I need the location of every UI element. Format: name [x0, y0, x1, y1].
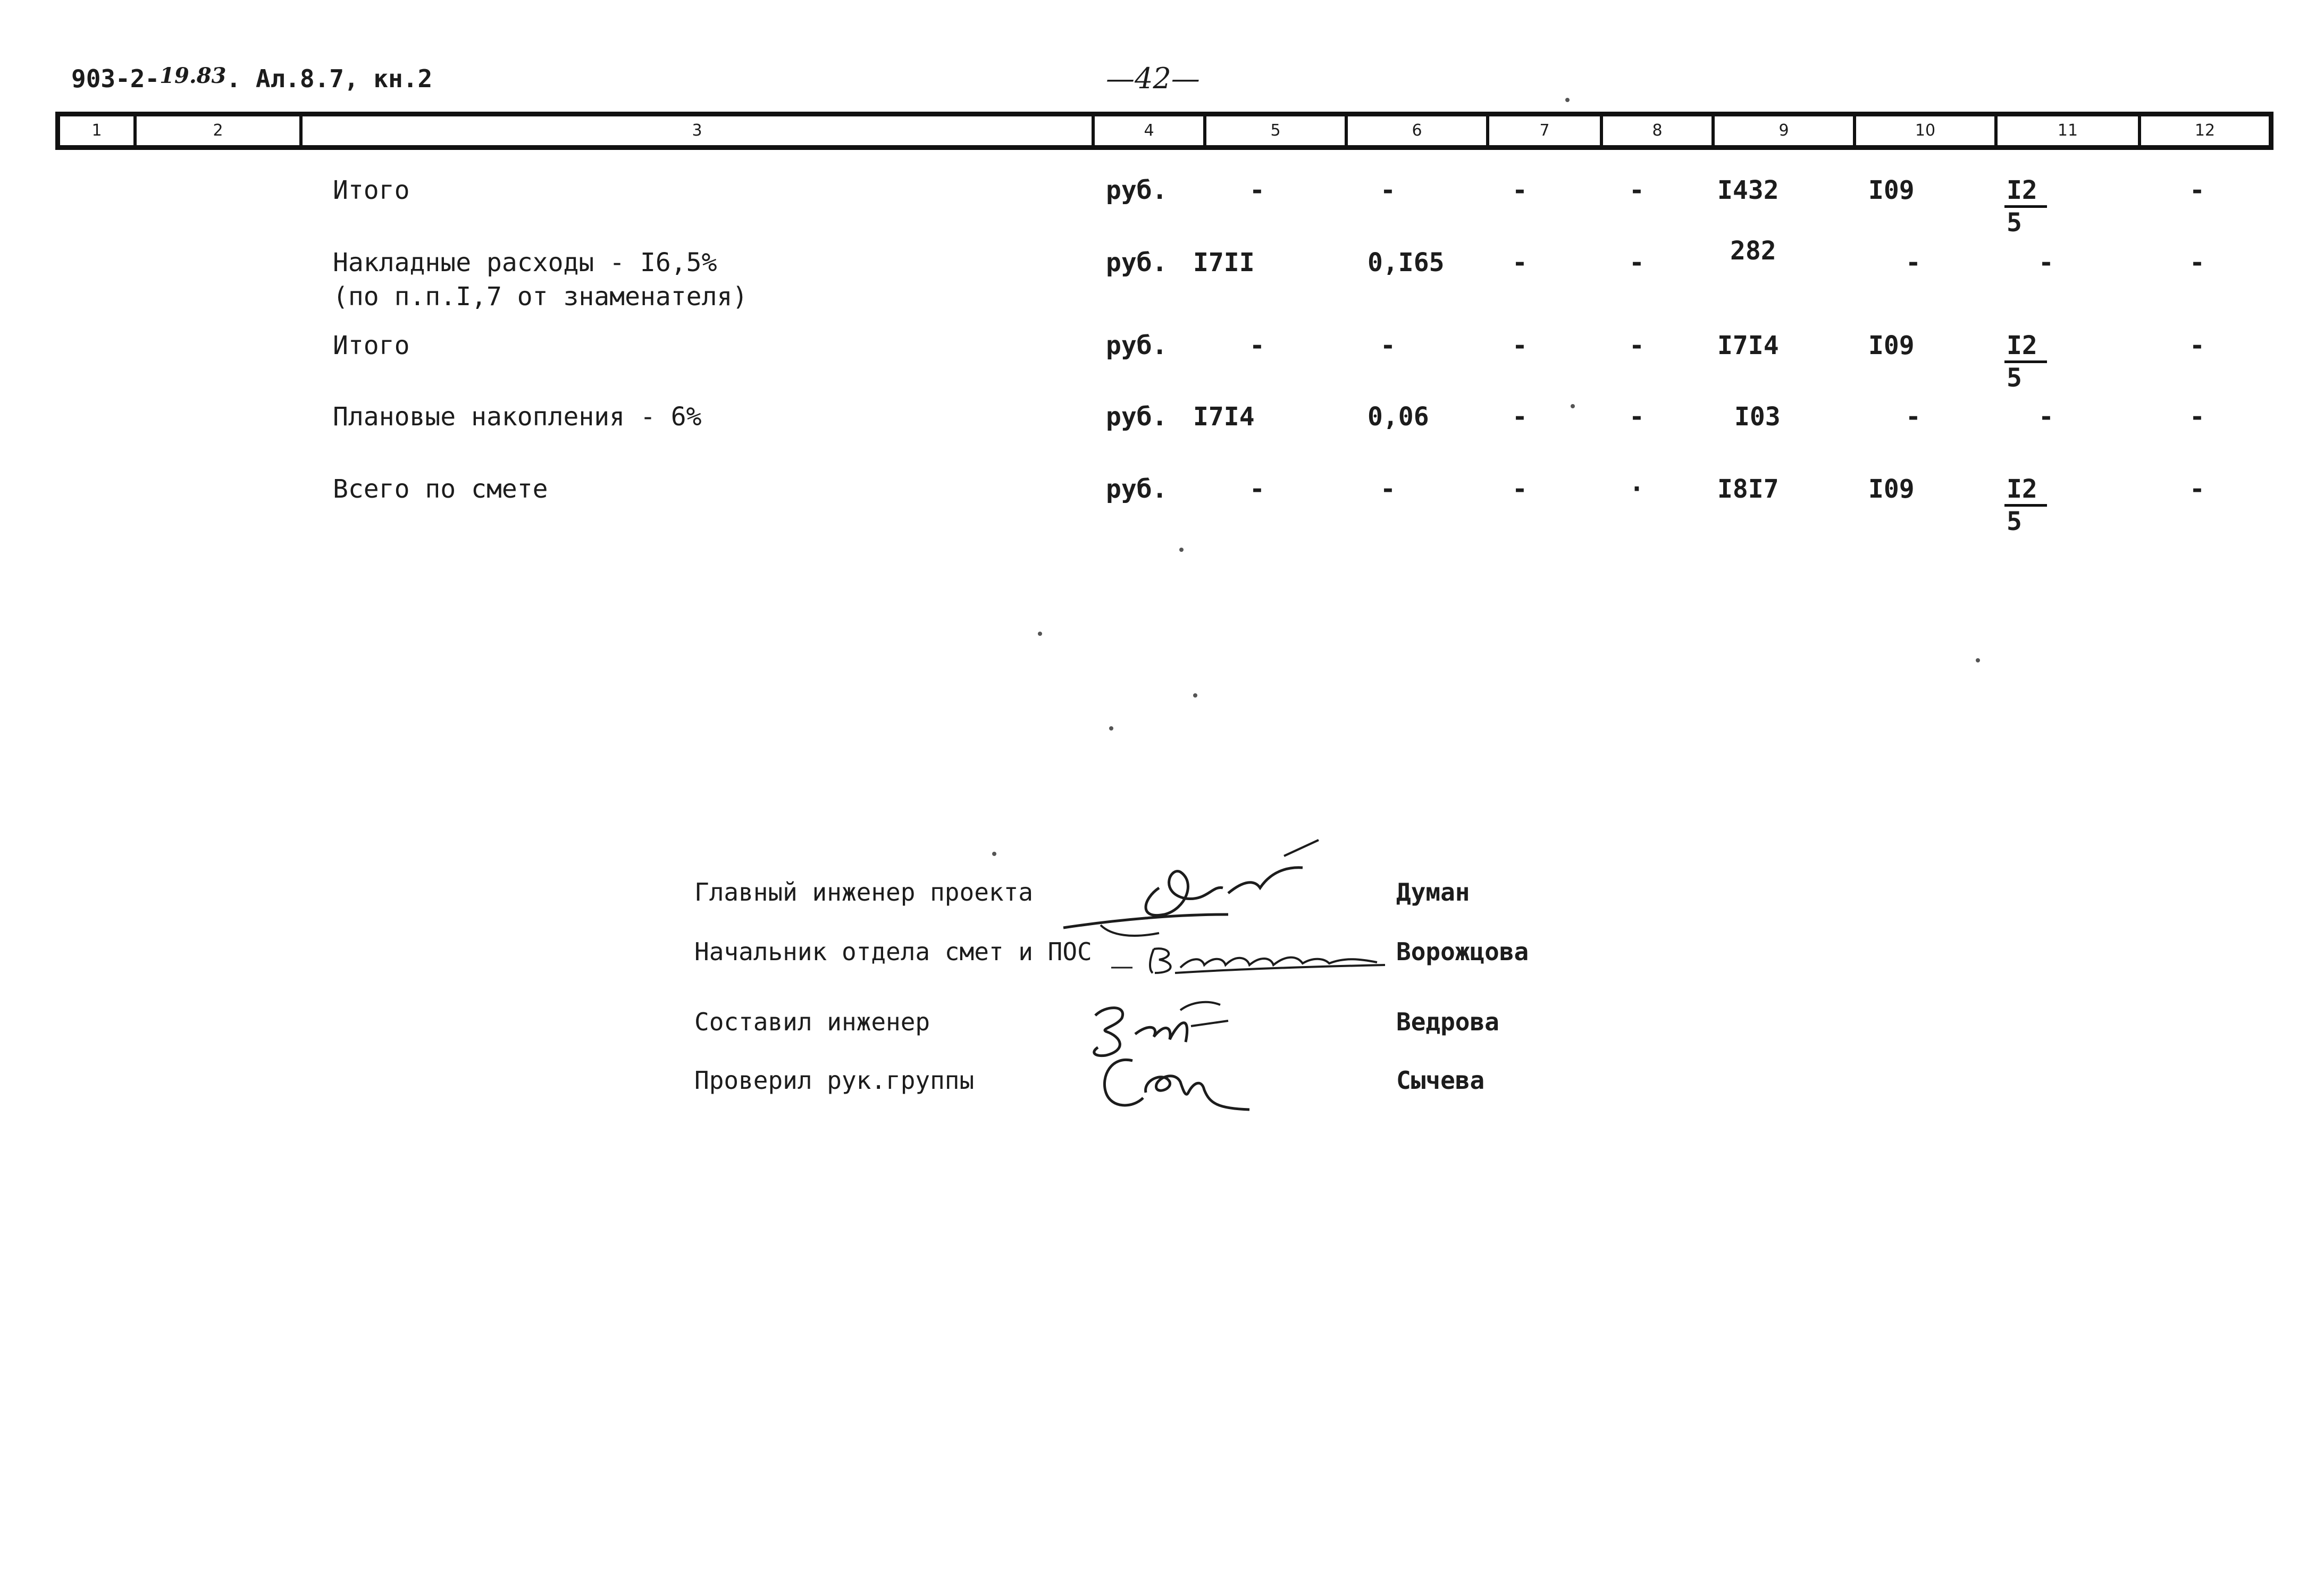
unit-cell: руб. [1106, 175, 1168, 205]
col8-cell: - [1629, 402, 1645, 432]
col11-fraction [2004, 474, 2047, 536]
col5-cell: - [1249, 474, 1265, 504]
signature-title: Составил инженер [694, 1008, 930, 1036]
col8-cell: · [1629, 474, 1645, 504]
fraction-numerator: I2 [2004, 474, 2047, 507]
scan-speck [1565, 98, 1570, 102]
column-header-10: 10 [1856, 116, 1998, 145]
signature-name: Сычева [1396, 1066, 1485, 1095]
scan-speck [1038, 632, 1042, 636]
signature-title: Проверил рук.группы [694, 1066, 975, 1095]
col5-cell: I7II [1193, 248, 1255, 278]
column-header-7: 7 [1489, 116, 1603, 145]
handwritten-signature-head-of-estimates [1111, 936, 1388, 984]
document-code [71, 64, 432, 95]
col7-cell: - [1512, 175, 1528, 205]
document-code-handwritten: 19.83 [160, 63, 226, 88]
col10-cell: I09 [1868, 331, 1915, 360]
scan-speck [1571, 404, 1575, 408]
column-header-5: 5 [1206, 116, 1348, 145]
col12-cell: - [2189, 474, 2205, 504]
signature-title: Главный инженер проекта [694, 878, 1033, 906]
column-header-11: 11 [1998, 116, 2141, 145]
col10-cell: I09 [1868, 474, 1915, 504]
column-header-8: 8 [1603, 116, 1715, 145]
scan-speck [1976, 658, 1980, 662]
row-label: Накладные расходы - I6,5% [333, 248, 717, 278]
col8-cell: - [1629, 331, 1645, 360]
unit-cell: руб. [1106, 474, 1168, 504]
col8-cell: - [1629, 175, 1645, 205]
col11-fraction [2004, 175, 2047, 238]
fraction-numerator: I2 [2004, 175, 2047, 208]
col6-cell: - [1380, 175, 1396, 205]
fraction-denominator: 5 [2007, 507, 2022, 536]
col8-cell: - [1629, 248, 1645, 278]
col9-cell: 282 [1730, 236, 1776, 266]
col7-cell: - [1512, 248, 1528, 278]
col9-cell: I8I7 [1717, 474, 1779, 504]
column-header-1: 1 [60, 116, 137, 145]
col7-cell: - [1512, 331, 1528, 360]
handwritten-signature-chief-engineer [1053, 835, 1340, 941]
fraction-denominator: 5 [2007, 208, 2022, 238]
col6-cell: - [1380, 331, 1396, 360]
signature-title: Начальник отдела смет и ПОС [694, 937, 1092, 966]
row-label: Итого [333, 331, 410, 360]
unit-cell: руб. [1106, 248, 1168, 278]
handwritten-signature-group-leader [1095, 1050, 1276, 1119]
col6-cell: 0,I65 [1367, 248, 1445, 278]
col12-cell: - [2189, 402, 2205, 432]
fraction-numerator: I2 [2004, 331, 2047, 363]
scan-speck [1109, 726, 1113, 731]
column-number-row [55, 112, 2273, 150]
unit-cell: руб. [1106, 402, 1168, 432]
col7-cell: - [1512, 474, 1528, 504]
signature-name: Ведрова [1396, 1008, 1499, 1036]
scan-speck [992, 852, 996, 856]
col11-cell: - [2038, 248, 2054, 278]
col7-cell: - [1512, 402, 1528, 432]
fraction-denominator: 5 [2007, 363, 2022, 393]
col12-cell: - [2189, 248, 2205, 278]
document-code-prefix: 903-2- [71, 64, 160, 93]
col11-cell: - [2038, 402, 2054, 432]
row-label: Итого [333, 175, 410, 205]
col5-cell: - [1249, 331, 1265, 360]
signature-name: Думан [1396, 878, 1470, 906]
col10-cell: - [1906, 402, 1921, 432]
col5-cell: I7I4 [1193, 402, 1255, 432]
column-header-9: 9 [1715, 116, 1856, 145]
document-code-suffix: . Ал.8.7, кн.2 [226, 64, 433, 93]
col6-cell: 0,06 [1367, 402, 1429, 432]
col5-cell: - [1249, 175, 1265, 205]
column-header-12: 12 [2194, 121, 2216, 140]
unit-cell: руб. [1106, 331, 1168, 360]
column-header-2: 2 [137, 116, 303, 145]
signature-name: Ворожцова [1396, 937, 1529, 966]
column-header-6: 6 [1348, 116, 1489, 145]
scan-speck [1193, 693, 1197, 698]
col9-cell: I432 [1717, 175, 1779, 205]
col12-cell: - [2189, 175, 2205, 205]
col6-cell: - [1380, 474, 1396, 504]
col11-fraction [2004, 331, 2047, 393]
row-label: Всего по смете [333, 474, 548, 504]
col10-cell: - [1906, 248, 1921, 278]
col9-cell: I7I4 [1717, 331, 1779, 360]
row-label-continuation: (по п.п.I,7 от знаменателя) [333, 282, 748, 312]
page-number: —42— [1106, 62, 1200, 95]
col9-cell: I03 [1734, 402, 1781, 432]
col10-cell: I09 [1868, 175, 1915, 205]
column-header-3: 3 [303, 116, 1095, 145]
row-label: Плановые накопления - 6% [333, 402, 702, 432]
column-header-4: 4 [1095, 116, 1206, 145]
scan-speck [1179, 548, 1184, 552]
col12-cell: - [2189, 331, 2205, 360]
